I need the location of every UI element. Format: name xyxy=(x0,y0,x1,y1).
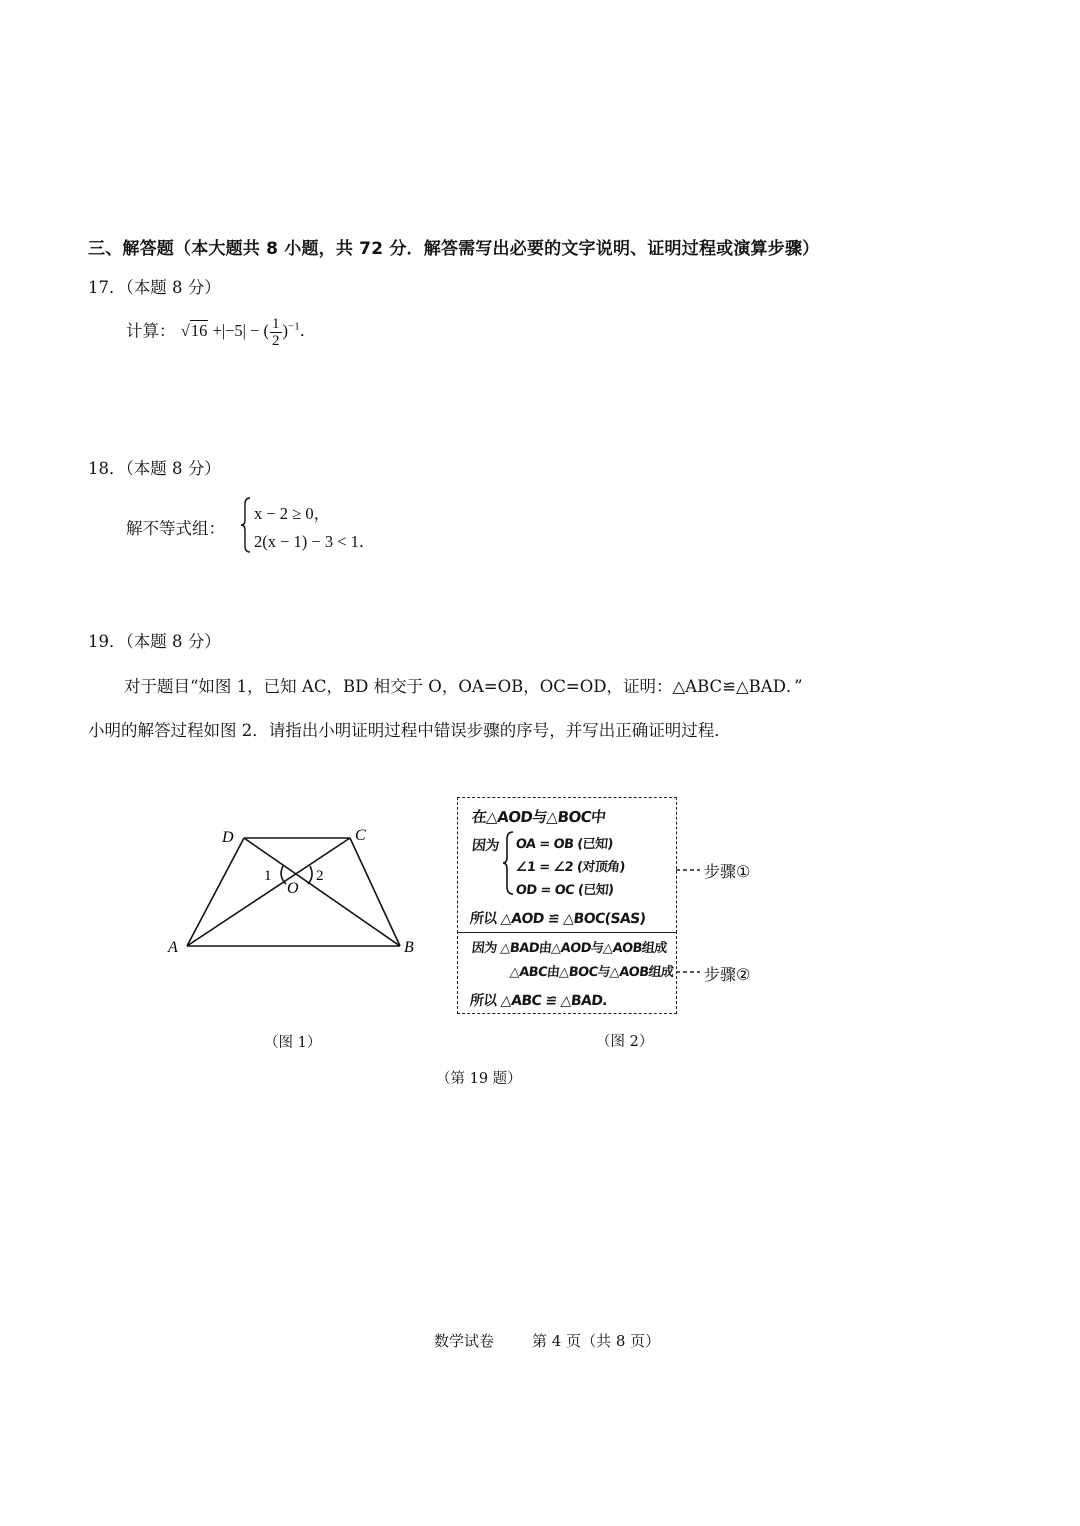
q17-header: 17．（本题 8 分） xyxy=(88,278,221,297)
sqrt-sign: √ xyxy=(180,321,190,341)
abs-close: | xyxy=(242,321,246,341)
label-B: B xyxy=(404,939,414,956)
figure1-caption: （图 1） xyxy=(264,1035,322,1051)
label-C: C xyxy=(355,827,366,844)
minus-sign: − xyxy=(250,321,260,341)
step2-label: 步骤② xyxy=(704,965,751,984)
step1-label: 步骤① xyxy=(704,862,751,881)
q18-prompt: 解不等式组： xyxy=(126,519,225,538)
label-D: D xyxy=(222,829,234,846)
q17-period: ． xyxy=(299,321,317,341)
q17-prompt: 计算： xyxy=(126,321,176,341)
angle2-label: 2 xyxy=(316,868,324,884)
figure1-trapezoid xyxy=(160,818,430,968)
q18-line1: x − 2 ≥ 0， xyxy=(254,504,331,523)
fig2-cond1: OA = OB (已知) xyxy=(515,837,614,852)
footer-subject: 数学试卷 xyxy=(434,1332,495,1350)
fraction-half xyxy=(270,316,282,349)
figure2-divider xyxy=(457,932,677,933)
paren-close: ) xyxy=(282,321,288,341)
fraction-numerator: 1 xyxy=(272,316,280,332)
step1-leader-line xyxy=(676,866,702,874)
angle2-arc xyxy=(308,866,312,884)
fig2-brace xyxy=(501,830,515,896)
q19-header: 19．（本题 8 分） xyxy=(88,632,221,651)
fig2-therefore2: 所以 △ABC ≌ △BAD. xyxy=(469,993,608,1009)
fig2-cond3: OD = OC (已知) xyxy=(515,883,615,898)
fig2-because2-line1: 因为 △BAD由△AOD与△AOB组成 xyxy=(471,941,668,956)
abs-inner: −5 xyxy=(225,321,243,341)
segment-CB xyxy=(350,838,400,946)
fig2-because2-line2: △ABC由△BOC与△AOB组成 xyxy=(509,965,675,980)
abs-open: | xyxy=(221,321,226,341)
q19-text-line2: 小明的解答过程如图 2．请指出小明证明过程中错误步骤的序号，并写出正确证明过程． xyxy=(88,721,731,740)
q17-expression xyxy=(126,316,316,349)
angle1-label: 1 xyxy=(264,868,272,884)
fig2-cond2: ∠1 = ∠2 (对顶角) xyxy=(515,860,626,875)
segment-AD xyxy=(187,838,244,946)
section-title: 三、解答题（本大题共 8 小题，共 72 分．解答需写出必要的文字说明、证明过程或演算步骤） xyxy=(88,239,820,259)
label-A: A xyxy=(168,939,178,956)
figure2-caption: （图 2） xyxy=(596,1034,654,1050)
label-O: O xyxy=(287,880,299,897)
q18-line2: 2(x − 1) − 3 < 1． xyxy=(254,532,376,551)
fig2-because: 因为 xyxy=(471,838,500,854)
fraction-denominator: 2 xyxy=(272,333,280,349)
q19-text-line1: 对于题目“如图 1，已知 AC，BD 相交于 O，OA=OB，OC=OD，证明：△ABC≌△BAD．” xyxy=(124,677,803,696)
sqrt-argument: 16 xyxy=(190,321,208,341)
paren-open: ( xyxy=(263,321,269,341)
system-brace xyxy=(240,496,250,554)
exponent: −1 xyxy=(288,320,300,333)
step2-leader-line xyxy=(676,968,702,976)
fig2-line1: 在△AOD与△BOC中 xyxy=(471,808,607,826)
footer-page: 第 4 页（共 8 页） xyxy=(532,1332,661,1350)
fig2-therefore1: 所以 △AOD ≌ △BOC(SAS) xyxy=(469,911,647,927)
plus-sign: + xyxy=(212,321,222,341)
q17-formula xyxy=(180,316,317,349)
q19-caption: （第 19 题） xyxy=(436,1071,522,1087)
q18-header: 18．（本题 8 分） xyxy=(88,459,221,478)
